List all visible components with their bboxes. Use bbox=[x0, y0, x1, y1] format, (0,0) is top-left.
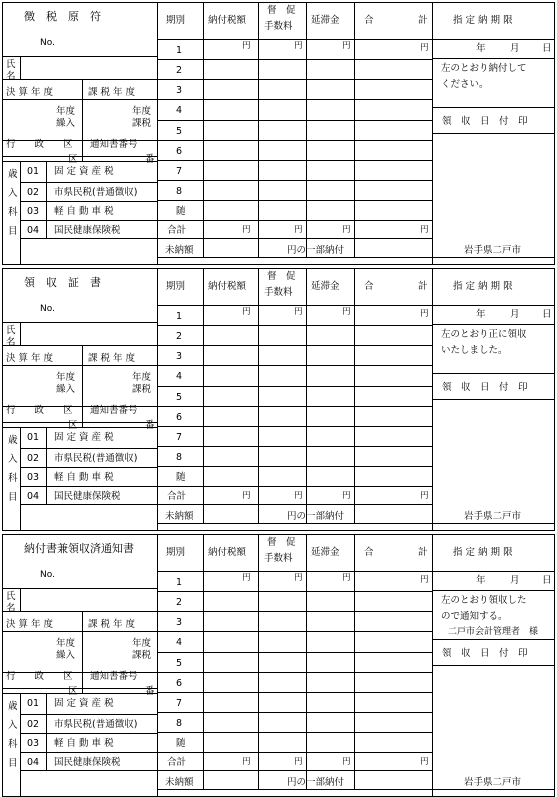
unpaid-label: 未納額 bbox=[165, 511, 194, 522]
category-code: 04 bbox=[27, 225, 40, 236]
due-month: 月 bbox=[510, 575, 520, 586]
kessan-nendo-label: 決 算 年 度 bbox=[6, 87, 54, 98]
name-label-top: 氏 bbox=[6, 591, 16, 602]
category-name: 固 定 資 産 税 bbox=[54, 698, 114, 709]
yen-unit: 円 bbox=[342, 491, 351, 501]
name-label-top: 氏 bbox=[6, 325, 16, 336]
yen-unit: 円 bbox=[420, 309, 429, 319]
zuinyu-label: 繰入 bbox=[56, 118, 76, 129]
period-number: 7 bbox=[176, 698, 183, 709]
period-header: 期別 bbox=[166, 281, 186, 292]
notice-line-2: いたしました。 bbox=[441, 345, 508, 356]
reminder-fee-header-2: 手数料 bbox=[264, 21, 293, 32]
yen-unit: 円 bbox=[420, 43, 429, 53]
category-code: 02 bbox=[27, 187, 40, 198]
period-number: 2 bbox=[176, 65, 183, 76]
period-number: 1 bbox=[176, 311, 183, 322]
notice-line-1: 左のとおり納付して bbox=[441, 63, 527, 74]
category-name: 国民健康保険税 bbox=[54, 491, 121, 502]
ban-label: 番 bbox=[145, 686, 155, 697]
payment-amount-header: 納付税額 bbox=[208, 15, 247, 26]
period-number: 随 bbox=[176, 206, 186, 217]
form-title: 納付書兼領収済通知書 bbox=[24, 542, 134, 555]
yen-unit: 円 bbox=[420, 757, 429, 767]
category-name: 市県民税(普通徴収) bbox=[54, 719, 138, 730]
category-label-char: 入 bbox=[8, 188, 18, 199]
category-label-char: 歳 bbox=[8, 169, 18, 180]
period-number: 3 bbox=[176, 85, 183, 96]
period-number: 8 bbox=[176, 452, 183, 463]
partial-payment-label: 円の一部納付 bbox=[287, 777, 345, 788]
notice-line-1: 左のとおり正に領収 bbox=[441, 329, 527, 340]
kazei-nendo-short: 年度 bbox=[132, 638, 152, 649]
total-header-1: 合 bbox=[364, 15, 374, 26]
category-code: 03 bbox=[27, 472, 40, 483]
period-number: 2 bbox=[176, 597, 183, 608]
form-section-2 bbox=[2, 268, 555, 531]
ku-label: 区 bbox=[68, 686, 78, 697]
kazei-short-label: 課税 bbox=[132, 384, 152, 395]
category-name: 固 定 資 産 税 bbox=[54, 432, 114, 443]
form-title: 領 収 証 書 bbox=[24, 276, 101, 289]
notice-line-2: ください。 bbox=[441, 79, 489, 90]
reminder-fee-header-2: 手数料 bbox=[264, 287, 293, 298]
tsuchi-number-label: 通知書番号 bbox=[90, 405, 138, 416]
late-fee-header: 延滞金 bbox=[311, 15, 340, 26]
gyosei-ku-label: 行 政 区 bbox=[6, 671, 73, 682]
reminder-fee-header-1: 督 促 bbox=[267, 271, 296, 282]
period-number: 8 bbox=[176, 718, 183, 729]
zuinyu-nendo-label: 年度 bbox=[56, 372, 76, 383]
category-code: 04 bbox=[27, 757, 40, 768]
period-number: 5 bbox=[176, 658, 183, 669]
ban-label: 番 bbox=[145, 154, 155, 165]
yen-unit: 円 bbox=[294, 307, 303, 317]
period-number: 4 bbox=[176, 371, 183, 382]
due-year: 年 bbox=[476, 43, 486, 54]
category-name: 市県民税(普通徴収) bbox=[54, 453, 138, 464]
category-code: 01 bbox=[27, 698, 40, 709]
receipt-stamp-label: 領 収 日 付 印 bbox=[442, 382, 528, 393]
kazei-nendo-short: 年度 bbox=[132, 372, 152, 383]
due-date-header: 指 定 納 期 限 bbox=[453, 547, 513, 558]
partial-payment-label: 円の一部納付 bbox=[287, 245, 345, 256]
category-name: 軽 自 動 車 税 bbox=[54, 738, 114, 749]
category-name: 市県民税(普通徴収) bbox=[54, 187, 138, 198]
due-day: 日 bbox=[542, 43, 552, 54]
period-number: 7 bbox=[176, 432, 183, 443]
due-month: 月 bbox=[510, 309, 520, 320]
category-label-char: 目 bbox=[8, 758, 18, 769]
kazei-nendo-label: 課 税 年 度 bbox=[88, 619, 136, 630]
yen-unit: 円 bbox=[342, 573, 351, 583]
kazei-short-label: 課税 bbox=[132, 650, 152, 661]
number-label: No. bbox=[40, 38, 55, 48]
period-header: 期別 bbox=[166, 547, 186, 558]
zuinyu-nendo-label: 年度 bbox=[56, 638, 76, 649]
category-code: 01 bbox=[27, 166, 40, 177]
category-label-char: 歳 bbox=[8, 701, 18, 712]
yen-unit: 円 bbox=[342, 41, 351, 51]
category-name: 国民健康保険税 bbox=[54, 757, 121, 768]
notice-recipient: 二戸市会計管理者 様 bbox=[448, 627, 539, 637]
period-number: 随 bbox=[176, 472, 186, 483]
name-label-bottom: 名 bbox=[6, 71, 16, 82]
yen-unit: 円 bbox=[342, 757, 351, 767]
yen-unit: 円 bbox=[242, 41, 251, 51]
total-row-label: 合計 bbox=[167, 757, 187, 768]
kazei-nendo-label: 課 税 年 度 bbox=[88, 353, 136, 364]
zuinyu-label: 繰入 bbox=[56, 650, 76, 661]
receipt-stamp-label: 領 収 日 付 印 bbox=[442, 648, 528, 659]
period-header: 期別 bbox=[166, 15, 186, 26]
category-code: 02 bbox=[27, 719, 40, 730]
period-number: 3 bbox=[176, 617, 183, 628]
zuinyu-label: 繰入 bbox=[56, 384, 76, 395]
due-year: 年 bbox=[476, 575, 486, 586]
yen-unit: 円 bbox=[242, 757, 251, 767]
ban-label: 番 bbox=[145, 420, 155, 431]
yen-unit: 円 bbox=[294, 573, 303, 583]
due-day: 日 bbox=[542, 575, 552, 586]
form-title: 徴 税 原 符 bbox=[24, 10, 101, 23]
category-label-char: 入 bbox=[8, 720, 18, 731]
unpaid-label: 未納額 bbox=[165, 245, 194, 256]
yen-unit: 円 bbox=[242, 307, 251, 317]
form-section-1 bbox=[2, 2, 555, 265]
period-number: 4 bbox=[176, 105, 183, 116]
category-label-char: 科 bbox=[8, 207, 18, 218]
reminder-fee-header-1: 督 促 bbox=[267, 537, 296, 548]
total-header-2: 計 bbox=[418, 281, 428, 292]
category-name: 固 定 資 産 税 bbox=[54, 166, 114, 177]
period-number: 4 bbox=[176, 637, 183, 648]
late-fee-header: 延滞金 bbox=[311, 547, 340, 558]
yen-unit: 円 bbox=[294, 225, 303, 235]
category-code: 03 bbox=[27, 738, 40, 749]
total-header-2: 計 bbox=[418, 547, 428, 558]
period-number: 3 bbox=[176, 351, 183, 362]
zuinyu-nendo-label: 年度 bbox=[56, 106, 76, 117]
notice-line-1: 左のとおり領収した bbox=[441, 595, 527, 606]
category-code: 02 bbox=[27, 453, 40, 464]
unpaid-label: 未納額 bbox=[165, 777, 194, 788]
issuer-name: 岩手県二戸市 bbox=[464, 777, 522, 788]
yen-unit: 円 bbox=[242, 491, 251, 501]
category-label-char: 科 bbox=[8, 739, 18, 750]
kazei-short-label: 課税 bbox=[132, 118, 152, 129]
ku-label: 区 bbox=[68, 154, 78, 165]
yen-unit: 円 bbox=[420, 225, 429, 235]
kessan-nendo-label: 決 算 年 度 bbox=[6, 353, 54, 364]
payment-amount-header: 納付税額 bbox=[208, 547, 247, 558]
yen-unit: 円 bbox=[420, 575, 429, 585]
period-number: 6 bbox=[176, 412, 183, 423]
period-number: 7 bbox=[176, 166, 183, 177]
period-number: 1 bbox=[176, 577, 183, 588]
number-label: No. bbox=[40, 570, 55, 580]
total-row-label: 合計 bbox=[167, 225, 187, 236]
period-number: 5 bbox=[176, 126, 183, 137]
form-section-3 bbox=[2, 534, 555, 797]
number-label: No. bbox=[40, 304, 55, 314]
total-header-1: 合 bbox=[364, 547, 374, 558]
category-code: 01 bbox=[27, 432, 40, 443]
yen-unit: 円 bbox=[294, 41, 303, 51]
gyosei-ku-label: 行 政 区 bbox=[6, 405, 73, 416]
name-label-top: 氏 bbox=[6, 59, 16, 70]
partial-payment-label: 円の一部納付 bbox=[287, 511, 345, 522]
category-name: 国民健康保険税 bbox=[54, 225, 121, 236]
yen-unit: 円 bbox=[242, 225, 251, 235]
yen-unit: 円 bbox=[242, 573, 251, 583]
reminder-fee-header-2: 手数料 bbox=[264, 553, 293, 564]
period-number: 6 bbox=[176, 146, 183, 157]
due-date-header: 指 定 納 期 限 bbox=[453, 15, 513, 26]
total-row-label: 合計 bbox=[167, 491, 187, 502]
category-label-char: 入 bbox=[8, 454, 18, 465]
category-label-char: 目 bbox=[8, 226, 18, 237]
category-code: 03 bbox=[27, 206, 40, 217]
yen-unit: 円 bbox=[294, 491, 303, 501]
total-header-1: 合 bbox=[364, 281, 374, 292]
due-date-header: 指 定 納 期 限 bbox=[453, 281, 513, 292]
kazei-nendo-label: 課 税 年 度 bbox=[88, 87, 136, 98]
period-number: 2 bbox=[176, 331, 183, 342]
payment-amount-header: 納付税額 bbox=[208, 281, 247, 292]
period-number: 6 bbox=[176, 678, 183, 689]
category-code: 04 bbox=[27, 491, 40, 502]
reminder-fee-header-1: 督 促 bbox=[267, 5, 296, 16]
period-number: 随 bbox=[176, 738, 186, 749]
kazei-nendo-short: 年度 bbox=[132, 106, 152, 117]
name-label-bottom: 名 bbox=[6, 603, 16, 614]
due-day: 日 bbox=[542, 309, 552, 320]
notice-line-2: ので通知する。 bbox=[441, 611, 508, 622]
yen-unit: 円 bbox=[420, 491, 429, 501]
category-label-char: 科 bbox=[8, 473, 18, 484]
tsuchi-number-label: 通知書番号 bbox=[90, 671, 138, 682]
period-number: 8 bbox=[176, 186, 183, 197]
late-fee-header: 延滞金 bbox=[311, 281, 340, 292]
category-name: 軽 自 動 車 税 bbox=[54, 206, 114, 217]
receipt-stamp-label: 領 収 日 付 印 bbox=[442, 116, 528, 127]
total-header-2: 計 bbox=[418, 15, 428, 26]
ku-label: 区 bbox=[68, 420, 78, 431]
yen-unit: 円 bbox=[294, 757, 303, 767]
period-number: 5 bbox=[176, 392, 183, 403]
yen-unit: 円 bbox=[342, 307, 351, 317]
yen-unit: 円 bbox=[342, 225, 351, 235]
category-label-char: 歳 bbox=[8, 435, 18, 446]
gyosei-ku-label: 行 政 区 bbox=[6, 139, 73, 150]
category-name: 軽 自 動 車 税 bbox=[54, 472, 114, 483]
name-label-bottom: 名 bbox=[6, 337, 16, 348]
issuer-name: 岩手県二戸市 bbox=[464, 245, 522, 256]
due-year: 年 bbox=[476, 309, 486, 320]
kessan-nendo-label: 決 算 年 度 bbox=[6, 619, 54, 630]
category-label-char: 目 bbox=[8, 492, 18, 503]
period-number: 1 bbox=[176, 45, 183, 56]
issuer-name: 岩手県二戸市 bbox=[464, 511, 522, 522]
tsuchi-number-label: 通知書番号 bbox=[90, 139, 138, 150]
due-month: 月 bbox=[510, 43, 520, 54]
